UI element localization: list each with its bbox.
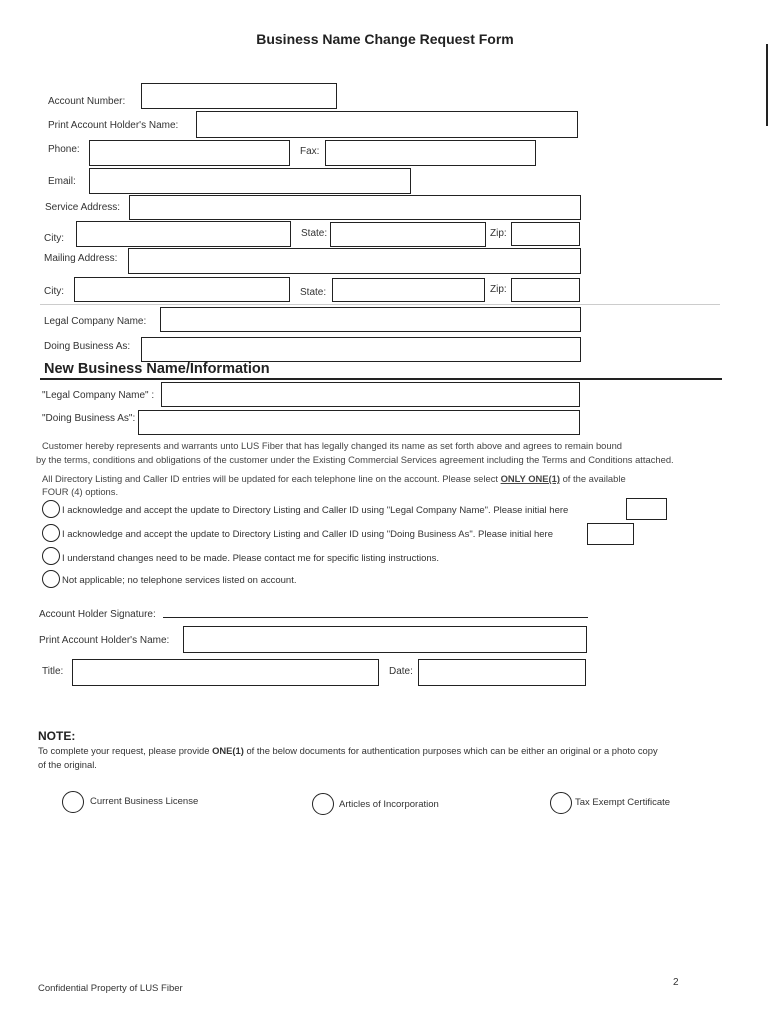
fax-label: Fax: (300, 146, 320, 157)
statement-line-1: Customer hereby represents and warrants unto LUS Fiber that has legally changed its name as set forth above and agrees to remain bound (42, 440, 623, 451)
doc-business-license-radio[interactable] (62, 791, 84, 813)
new-dba-label: "Doing Business As": (42, 413, 136, 424)
page-edge-mark (766, 44, 768, 126)
new-legal-company-label: "Legal Company Name" : (42, 390, 155, 401)
state-label-1: State: (301, 228, 328, 239)
doc-articles-radio[interactable] (312, 793, 334, 815)
phone-field[interactable] (89, 140, 290, 166)
zip-field-2[interactable] (511, 278, 580, 302)
city-label-2: City: (44, 286, 64, 297)
doing-business-field[interactable] (141, 337, 581, 362)
note-line-2: of the original. (38, 759, 97, 770)
option-legal-name-label: I acknowledge and accept the update to Directory Listing and Caller ID using "Legal Company Name". Please initial here (62, 505, 569, 516)
section-heading-new-info: New Business Name/Information (44, 361, 270, 377)
state-field-1[interactable] (330, 222, 486, 247)
doing-business-label: Doing Business As: (44, 341, 131, 352)
doc-articles-label: Articles of Incorporation (339, 799, 439, 810)
email-label: Email: (48, 176, 76, 187)
new-dba-field[interactable] (138, 410, 580, 435)
account-number-field[interactable] (141, 83, 337, 109)
legal-company-label: Legal Company Name: (44, 316, 147, 327)
print-holder-name-field[interactable] (196, 111, 578, 138)
service-address-label: Service Address: (45, 202, 121, 213)
city-label-1: City: (44, 233, 64, 244)
option-contact-label: I understand changes need to be made. Please contact me for specific listing instructions. (62, 553, 440, 564)
section-heading-underline (40, 378, 722, 380)
service-address-field[interactable] (129, 195, 581, 220)
zip-label-1: Zip: (490, 228, 507, 239)
listing-text-a: All Directory Listing and Caller ID entries will be updated for each telephone line on the account. Please select (42, 473, 501, 484)
note-text-a: To complete your request, please provide (38, 745, 213, 756)
listing-emphasis: ONLY ONE(1) (500, 473, 560, 484)
date-field[interactable] (418, 659, 586, 686)
note-text-c: of the below documents for authentication purposes which can be either an original or a photo copy (243, 745, 658, 756)
option-dba-initial-field[interactable] (587, 523, 634, 545)
print-holder-name-label: Print Account Holder's Name: (48, 120, 179, 131)
account-number-label: Account Number: (48, 96, 126, 107)
mailing-address-label: Mailing Address: (44, 253, 118, 264)
mailing-address-field[interactable] (128, 248, 581, 274)
listing-text-c: of the available (559, 473, 626, 484)
option-legal-name-radio[interactable] (42, 500, 60, 518)
doc-tax-exempt-radio[interactable] (550, 792, 572, 814)
fax-field[interactable] (325, 140, 536, 166)
note-heading: NOTE: (38, 729, 76, 743)
doc-tax-exempt-label: Tax Exempt Certificate (575, 797, 671, 808)
page-number: 2 (673, 977, 679, 988)
option-contact-radio[interactable] (42, 547, 60, 565)
zip-field-1[interactable] (511, 222, 580, 246)
option-not-applicable-label: Not applicable; no telephone services listed on account. (62, 575, 297, 586)
phone-label: Phone: (48, 144, 80, 155)
note-line-1 (38, 745, 658, 756)
separator-line (40, 304, 720, 305)
title-field[interactable] (72, 659, 379, 686)
zip-label-2: Zip: (490, 284, 507, 295)
form-title: Business Name Change Request Form (256, 31, 514, 47)
option-dba-label: I acknowledge and accept the update to Directory Listing and Caller ID using "Doing Business As". Please initial here (62, 529, 553, 540)
date-label: Date: (389, 666, 413, 677)
signature-line[interactable] (163, 617, 588, 618)
email-field[interactable] (89, 168, 411, 194)
legal-company-field[interactable] (160, 307, 581, 332)
doc-business-license-label: Current Business License (90, 796, 199, 807)
statement-line-2: by the terms, conditions and obligations of the customer under the Existing Commercial Services agreement including the Terms and Conditions attached. (36, 454, 674, 465)
print-name-label: Print Account Holder's Name: (39, 635, 170, 646)
title-label: Title: (42, 666, 64, 677)
option-not-applicable-radio[interactable] (42, 570, 60, 588)
state-field-2[interactable] (332, 278, 485, 302)
option-legal-name-initial-field[interactable] (626, 498, 667, 520)
footer-confidential: Confidential Property of LUS Fiber (38, 983, 183, 994)
listing-instructions-line-1 (42, 473, 626, 484)
city-field-1[interactable] (76, 221, 291, 247)
listing-instructions-line-2: FOUR (4) options. (42, 486, 119, 497)
note-emphasis: ONE(1) (212, 745, 244, 756)
city-field-2[interactable] (74, 277, 290, 302)
new-legal-company-field[interactable] (161, 382, 580, 407)
option-dba-radio[interactable] (42, 524, 60, 542)
signature-label: Account Holder Signature: (39, 609, 156, 620)
state-label-2: State: (300, 287, 327, 298)
print-name-field[interactable] (183, 626, 587, 653)
